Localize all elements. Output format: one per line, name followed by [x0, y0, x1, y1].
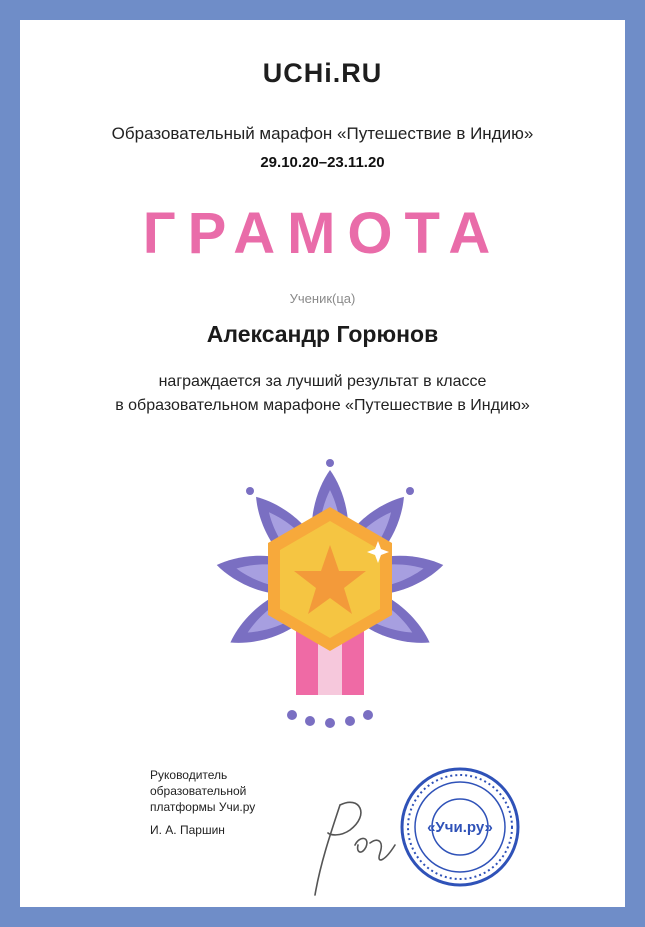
pupil-label: Ученик(ца): [289, 291, 356, 306]
award-line-2: в образовательном марафоне «Путешествие в Индию»: [115, 397, 530, 414]
certificate-title: ГРАМОТА: [142, 201, 503, 266]
signatory-line-1: Руководитель: [150, 768, 228, 782]
signatory-line-2: образовательной: [150, 784, 247, 798]
stamp-center-text: «Учи.ру»: [427, 819, 493, 836]
marathon-title: Образовательный марафон «Путешествие в Индию»: [111, 124, 534, 143]
uchi-logo: UCHi.RU: [262, 58, 383, 88]
signatory-line-3: платформы Учи.ру: [150, 800, 256, 814]
medal-flower-icon: [210, 445, 450, 730]
award-text: [20, 370, 625, 418]
marathon-dates: 29.10.20–23.11.20: [260, 154, 385, 171]
signatory-name: И. А. Паршин: [150, 823, 225, 837]
certificate-sheet: [20, 20, 625, 907]
pupil-name: Александр Горюнов: [206, 321, 439, 347]
official-stamp: [398, 765, 523, 890]
signatory-title: [150, 767, 255, 815]
award-line-1: награждается за лучший результат в классе: [158, 373, 487, 390]
